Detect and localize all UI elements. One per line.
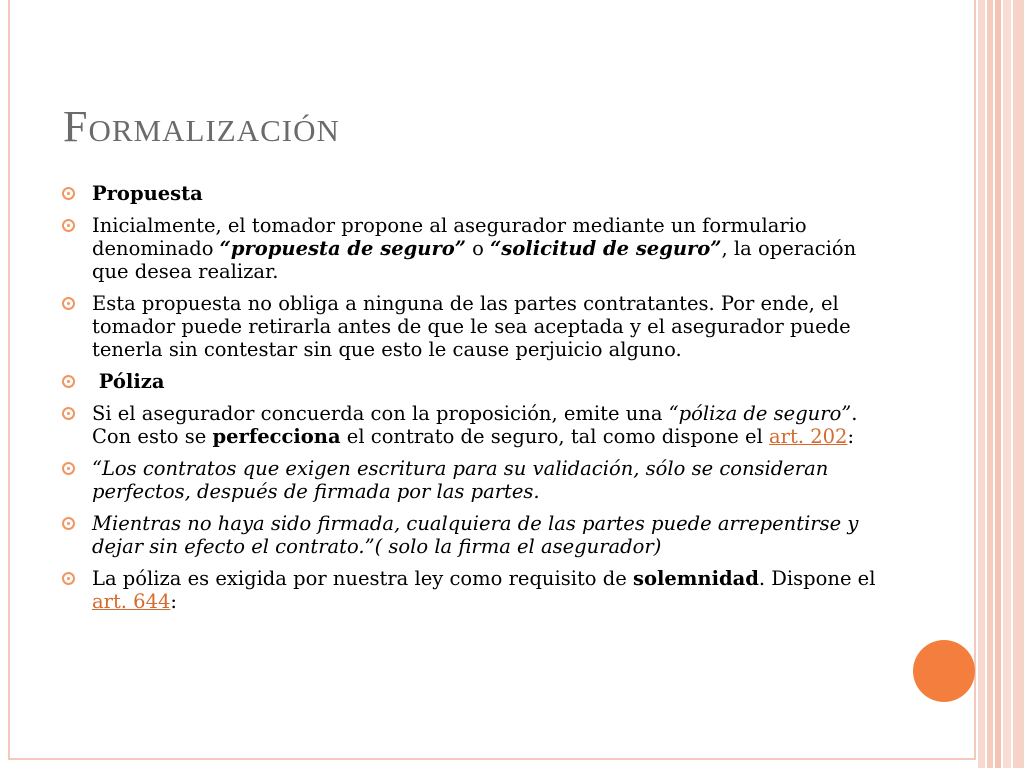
emphasis-term: “solicitud de seguro” — [490, 237, 722, 260]
decor-stripe — [978, 0, 985, 768]
bullet-heading: Propuesta — [92, 182, 203, 205]
bullet-text: Inicialmente, el tomador propone al asegurador mediante un formulario denominado “propuesta de seguro” o “solicitud de seguro”, la operación que desea realizar. — [92, 214, 857, 283]
bullet-item — [62, 457, 882, 503]
bullet-icon — [62, 297, 75, 310]
decor-stripe — [1003, 0, 1011, 768]
bullet-icon — [62, 462, 75, 475]
bullet-text: La póliza es exigida por nuestra ley como requisito de solemnidad. Dispone el art. 644: — [92, 567, 876, 613]
decor-stripe — [1013, 0, 1024, 768]
bullet-icon — [62, 572, 75, 585]
bullet-item — [62, 402, 882, 448]
bullet-item — [62, 214, 882, 283]
bullet-list — [62, 182, 882, 622]
bullet-icon — [62, 219, 75, 232]
bullet-item — [62, 567, 882, 613]
bullet-item — [62, 292, 882, 361]
bullet-icon — [62, 407, 75, 420]
bullet-quote: “Los contratos que exigen escritura para su validación, sólo se consideran perfectos, después de firmada por las partes. — [92, 457, 829, 503]
bullet-item-poliza — [62, 370, 882, 393]
article-202-link[interactable]: art. 202 — [769, 425, 848, 448]
emphasis-term: “propuesta de seguro” — [219, 237, 466, 260]
decor-stripe — [995, 0, 1001, 768]
bullet-text: Esta propuesta no obliga a ninguna de las partes contratantes. Por ende, el tomador puede retirarla antes de que le sea aceptada y el asegurador puede tenerla sin contestar sin que esto le cause perjuicio alguno. — [92, 292, 851, 361]
bullet-icon — [62, 187, 75, 200]
bullet-text: Si el asegurador concuerda con la proposición, emite una “póliza de seguro”. Con esto se perfecciona el contrato de seguro, tal como dispone el art. 202: — [92, 402, 858, 448]
bullet-item-propuesta — [62, 182, 882, 205]
emphasis-term: perfecciona — [212, 425, 341, 448]
article-644-link[interactable]: art. 644 — [92, 590, 171, 613]
bullet-icon — [62, 375, 75, 388]
decor-stripe — [987, 0, 993, 768]
decorative-circle — [913, 640, 975, 702]
bullet-quote: Mientras no haya sido firmada, cualquiera de las partes puede arrepentirse y dejar sin efecto el contrato.”( solo la firma el asegurador) — [92, 512, 859, 558]
slide-title: Formalización — [63, 102, 340, 151]
bullet-item — [62, 512, 882, 558]
bullet-heading: Póliza — [92, 370, 165, 393]
emphasis-term: solemnidad — [632, 567, 759, 590]
emphasis-term: “póliza de seguro” — [668, 402, 852, 425]
bullet-icon — [62, 517, 75, 530]
